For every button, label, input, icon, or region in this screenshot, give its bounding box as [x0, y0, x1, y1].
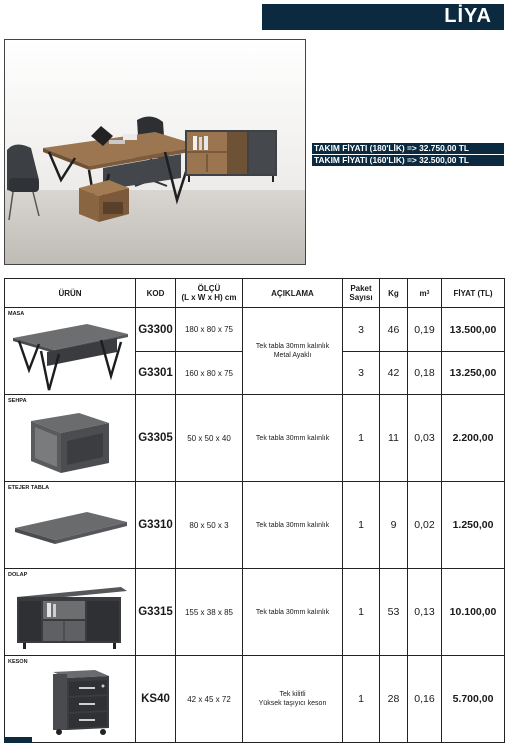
table-row	[5, 656, 505, 743]
weight-kg: 11	[380, 395, 408, 482]
package-count: 1	[343, 482, 380, 569]
product-dimensions: 42 x 45 x 72	[176, 656, 243, 743]
product-label-dolap: DOLAP	[8, 572, 28, 578]
header-m3-base: m	[419, 288, 427, 298]
description-line: Metal Ayaklı	[273, 352, 312, 359]
header-paket-line2: Sayısı	[349, 293, 373, 302]
volume-m3: 0,16	[408, 656, 442, 743]
table-row	[5, 569, 505, 656]
coffee-table-icon	[13, 407, 128, 479]
product-cell-sehpa	[5, 395, 136, 482]
description-line: Tek tabla 30mm kalınlık	[255, 521, 330, 529]
header-fiyat: FİYAT (TL)	[442, 279, 505, 308]
product-dimensions: 155 x 38 x 85	[176, 569, 243, 656]
product-code: KS40	[136, 656, 176, 743]
shelf-board-icon	[13, 494, 128, 566]
product-cell-dolap	[5, 569, 136, 656]
product-description	[243, 569, 343, 656]
weight-kg: 53	[380, 569, 408, 656]
product-code: G3315	[136, 569, 176, 656]
package-count: 3	[343, 352, 380, 395]
price-tl: 13.500,00	[442, 308, 505, 352]
brand-title-bar	[262, 4, 504, 30]
price-tl: 1.250,00	[442, 482, 505, 569]
product-code: G3301	[136, 352, 176, 395]
product-code: G3310	[136, 482, 176, 569]
product-code: G3300	[136, 308, 176, 352]
header-urun: ÜRÜN	[5, 279, 136, 308]
set-price-160: TAKIM FİYATI (160'LIK) => 32.500,00 TL	[312, 155, 504, 166]
product-dimensions: 50 x 50 x 40	[176, 395, 243, 482]
price-tl: 2.200,00	[442, 395, 505, 482]
weight-kg: 9	[380, 482, 408, 569]
cabinet-icon	[13, 581, 128, 653]
weight-kg: 42	[380, 352, 408, 395]
product-cell-etejer	[5, 482, 136, 569]
desk-icon	[13, 320, 128, 392]
header-paket	[343, 279, 380, 308]
product-cell-masa	[5, 308, 136, 395]
product-description	[243, 656, 343, 743]
product-label-masa: MASA	[8, 311, 25, 317]
collection-title: LİYA	[444, 5, 492, 27]
package-count: 3	[343, 308, 380, 352]
product-dimensions: 160 x 80 x 75	[176, 352, 243, 395]
header-aciklama: AÇIKLAMA	[243, 279, 343, 308]
volume-m3: 0,19	[408, 308, 442, 352]
table-row	[5, 482, 505, 569]
weight-kg: 28	[380, 656, 408, 743]
product-description	[243, 395, 343, 482]
description-line: Tek tabla 30mm kalınlık	[255, 343, 330, 350]
product-cell-keson	[5, 656, 136, 743]
price-tl: 13.250,00	[442, 352, 505, 395]
table-row	[5, 395, 505, 482]
header-olcu-line1: ÖLÇÜ	[197, 284, 221, 293]
header-olcu-line2: (L x W x H) cm	[181, 293, 237, 302]
page-number-tab	[4, 737, 32, 743]
header-m3-sup: 3	[426, 289, 430, 296]
table-header-row	[5, 279, 505, 308]
price-tl: 5.700,00	[442, 656, 505, 743]
product-label-sehpa: SEHPA	[8, 398, 27, 404]
volume-m3: 0,03	[408, 395, 442, 482]
product-label-keson: KESON	[8, 659, 28, 665]
volume-m3: 0,18	[408, 352, 442, 395]
weight-kg: 46	[380, 308, 408, 352]
description-line: Tek kilitli	[279, 691, 306, 698]
pedestal-drawer-icon	[13, 668, 128, 738]
product-label-etejer: ETEJER TABLA	[8, 485, 50, 491]
set-price-180: TAKIM FİYATI (180'LİK) => 32.750,00 TL	[312, 143, 504, 154]
product-photo	[4, 39, 306, 265]
volume-m3: 0,02	[408, 482, 442, 569]
header-kod: KOD	[136, 279, 176, 308]
description-line: Tek tabla 30mm kalınlık	[255, 434, 330, 442]
header-m3	[408, 279, 442, 308]
product-dimensions: 80 x 50 x 3	[176, 482, 243, 569]
header-paket-line1: Paket	[350, 284, 372, 293]
product-description	[243, 482, 343, 569]
description-line: Yüksek taşıyıcı keson	[258, 700, 327, 707]
header-olcu	[176, 279, 243, 308]
table-row	[5, 308, 505, 352]
volume-m3: 0,13	[408, 569, 442, 656]
package-count: 1	[343, 569, 380, 656]
price-tl: 10.100,00	[442, 569, 505, 656]
package-count: 1	[343, 656, 380, 743]
header-kg: Kg	[380, 279, 408, 308]
description-line: Tek tabla 30mm kalınlık	[255, 608, 330, 616]
product-table	[4, 278, 505, 743]
set-price-box	[312, 143, 504, 167]
product-description	[243, 308, 343, 395]
package-count: 1	[343, 395, 380, 482]
product-code: G3305	[136, 395, 176, 482]
product-dimensions: 180 x 80 x 75	[176, 308, 243, 352]
